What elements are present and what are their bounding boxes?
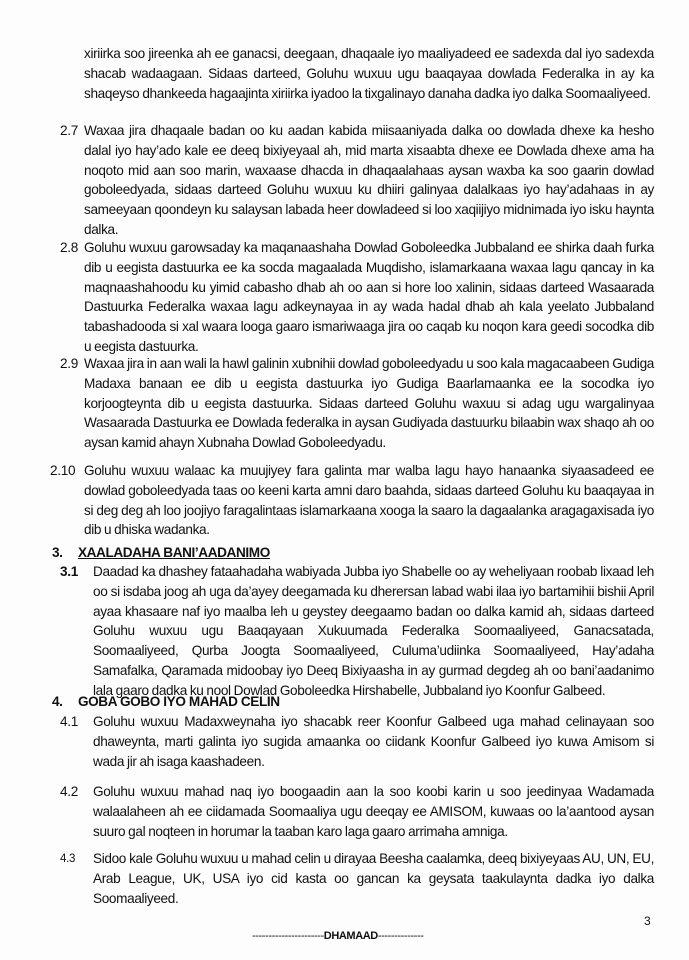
- section-3-number: 3.: [52, 545, 63, 560]
- section-3-title: XAALADAHA BANI’AADANIMO: [77, 545, 270, 560]
- item-4-1-text: Goluhu wuxuu Madaxweynaha iyo shacabk reer Koonfur Galbeed uga mahad celinayaan soo dhaweynta, marti galinta iyo sugida amaanka oo ciidank Koonfur Galbeed iyo kuwa Amisom si wada jir ah isaga kaashadeen.: [93, 714, 654, 769]
- item-2-10-text: Goluhu wuxuu walaac ka muujiyey fara galinta mar walba lagu hayo hanaanka siyaasadeed ee dowlad goboleedyada taas oo keeni karta amni daro baahda, sidaas darteed Goluhu ku baaqayaa in si deg deg ah loo joojiyo faragalintaas islamarkaana xooga la saaro la dagaalanka aragagaxisada iyo dib u dhiska wadanka.: [84, 463, 654, 538]
- item-number-2-8: 2.8: [60, 240, 78, 255]
- section-3-heading: [52, 543, 270, 563]
- item-4-3-text: Sidoo kale Goluhu wuxuu u mahad celin u dirayaa Beesha caalamka, deeq bixiyeyaas AU, UN, EU, Arab League, UK, USA iyo cid kasta oo gancan ka geysata taakulaynta dadka iyo dalka Soomaaliyeed.: [93, 851, 654, 906]
- section-4-number: 4.: [52, 694, 63, 709]
- item-4-2-text: Goluhu wuxuu mahad naq iyo boogaadin aan la soo koobi karin u soo jeedinyaa Wadamada walaalaheen ah ee ciidamada Soomaaliya ugu deeqay ee AMISOM, kuwaas oo la’aantood aysan suuro gal noqteen in horumar la taaban karo laga gaaro arrimaha amniga.: [93, 784, 654, 839]
- section-4-title: GOBA GOBO IYO MAHAD CELIN: [77, 694, 280, 709]
- footer-label: DHAMAAD: [323, 930, 378, 942]
- item-2-8-text: Goluhu wuxuu garowsaday ka maqanaashaha Dowlad Goboleedka Jubbaland ee shirka daah furka dib u eegista dastuurka ee ka socda magaalada Muqdisho, islamarkaana waxaa lagu qancay in ka maqnaashahoodu ku yimid cabasho dhab ah oo aan si hore loo xalinin, sidaas darteed Wasaarada Dastuurka Federalka waxaa lagu adkeynayaa in ay wada hadal dhab ah kala yeelato Jubbaland tabashadooda si xal waara looga gaaro ismariwaaga jira oo caqab ku noqon kara geedi socodka dib u eegista dastuurka.: [84, 240, 654, 354]
- item-2-9-text: Waxaa jira in aan wali la hawl galinin xubnihii dowlad goboleedyadu u soo kala magacaabeen Gudiga Madaxa banaan ee dib u eegista dastuurka iyo Gudiga Baarlamaanka ee la socodka iyo korjoogteynta dib u eegista dastuurka. Sidaas darteed Goluhu waxuu si adag ugu wargalinyaa Wasaarada Dastuurka ee Dowlada federalka in aysan Gudiyada dastuurku bilaabin wax shaqo ah oo aysan kamid ahayn Xubnaha Dowlad Goboleedyadu.: [84, 356, 654, 451]
- intro-paragraph: xiriirka soo jireenka ah ee ganacsi, deegaan, dhaqaale iyo maaliyadeed ee sadexda dal iyo sadexda shacab wadaagaan. Sidaas darteed, Goluhu wuxuu ugu baaqayaa dowlada Federalka in ay ka shaqeyso dhankeeda hagaajinta xiriirka iyadoo la tixgalinayo danaha dadka iyo dalka Soomaaliyeed.: [84, 46, 654, 101]
- item-number-2-7: 2.7: [60, 123, 78, 138]
- footer-dashes-right: --------------: [377, 930, 424, 942]
- item-2-7-text: Waxaa jira dhaqaale badan oo ku aadan kabida miisaaniyada dalka oo dowlada dhexe ka hesho dalal iyo hay’ado kale ee deeq bixiyeyaal ah, mid marta xisaabta dhexe ee Dowlada dhexe ama ha noqoto mid aan soo marin, waxaase dhacda in dhaqaalahaas aysan waxba ka soo gaarin dowlad goboleedyada, sidaas darteed Goluhu wuxuu ku dhiiri galinyaa dalalkaas iyo hay’adahaas in ay sameeyaan qoondeyn ku salaysan labada heer dowladeed si loo xaqiijiyo midnimada iyo isku haynta dalka.: [84, 123, 654, 237]
- item-number-4-2: 4.2: [60, 784, 78, 799]
- item-number-4-1: 4.1: [60, 714, 78, 729]
- footer-dashes-left: ----------------------: [252, 930, 324, 942]
- footer-end-marker: [252, 930, 424, 942]
- page-number: 3: [644, 914, 651, 928]
- item-number-2-9: 2.9: [60, 356, 78, 371]
- item-number-3-1: 3.1: [60, 564, 78, 579]
- item-number-2-10: 2.10: [50, 463, 76, 478]
- item-number-4-3: 4.3: [60, 853, 76, 865]
- item-3-1-text: Daadad ka dhashey fataahadaha wabiyada Jubba iyo Shabelle oo ay weheliyaan roobab lixaad leh oo si isdaba joog ah uga da’ayey deegamada ku dherersan labad wabi ilaa iyo bartamihii bishii April ayaa khasaare naf iyo maalba leh u geystey deegaamo badan oo dalka kamid ah, sidaas darteed Goluhu wuxuu ugu Baaqayaan Xukuumada Federalka Soomaaliyeed, Ganacsatada, Soomaaliyeed, Qurba Joogta Soomaaliyeed, Culuma’udiinka Soomaaliyeed, Hay’adaha Samafalka, Qaramada midoobay iyo Deeq Bixiyaasha in ay gurmad degdeg ah oo bani’aadanimo lala gaaro dadka ku nool Dowlad Goboleedka Hirshabelle, Jubbaland iyo Koonfur Galbeed.: [93, 564, 654, 698]
- section-4-heading: [52, 692, 280, 712]
